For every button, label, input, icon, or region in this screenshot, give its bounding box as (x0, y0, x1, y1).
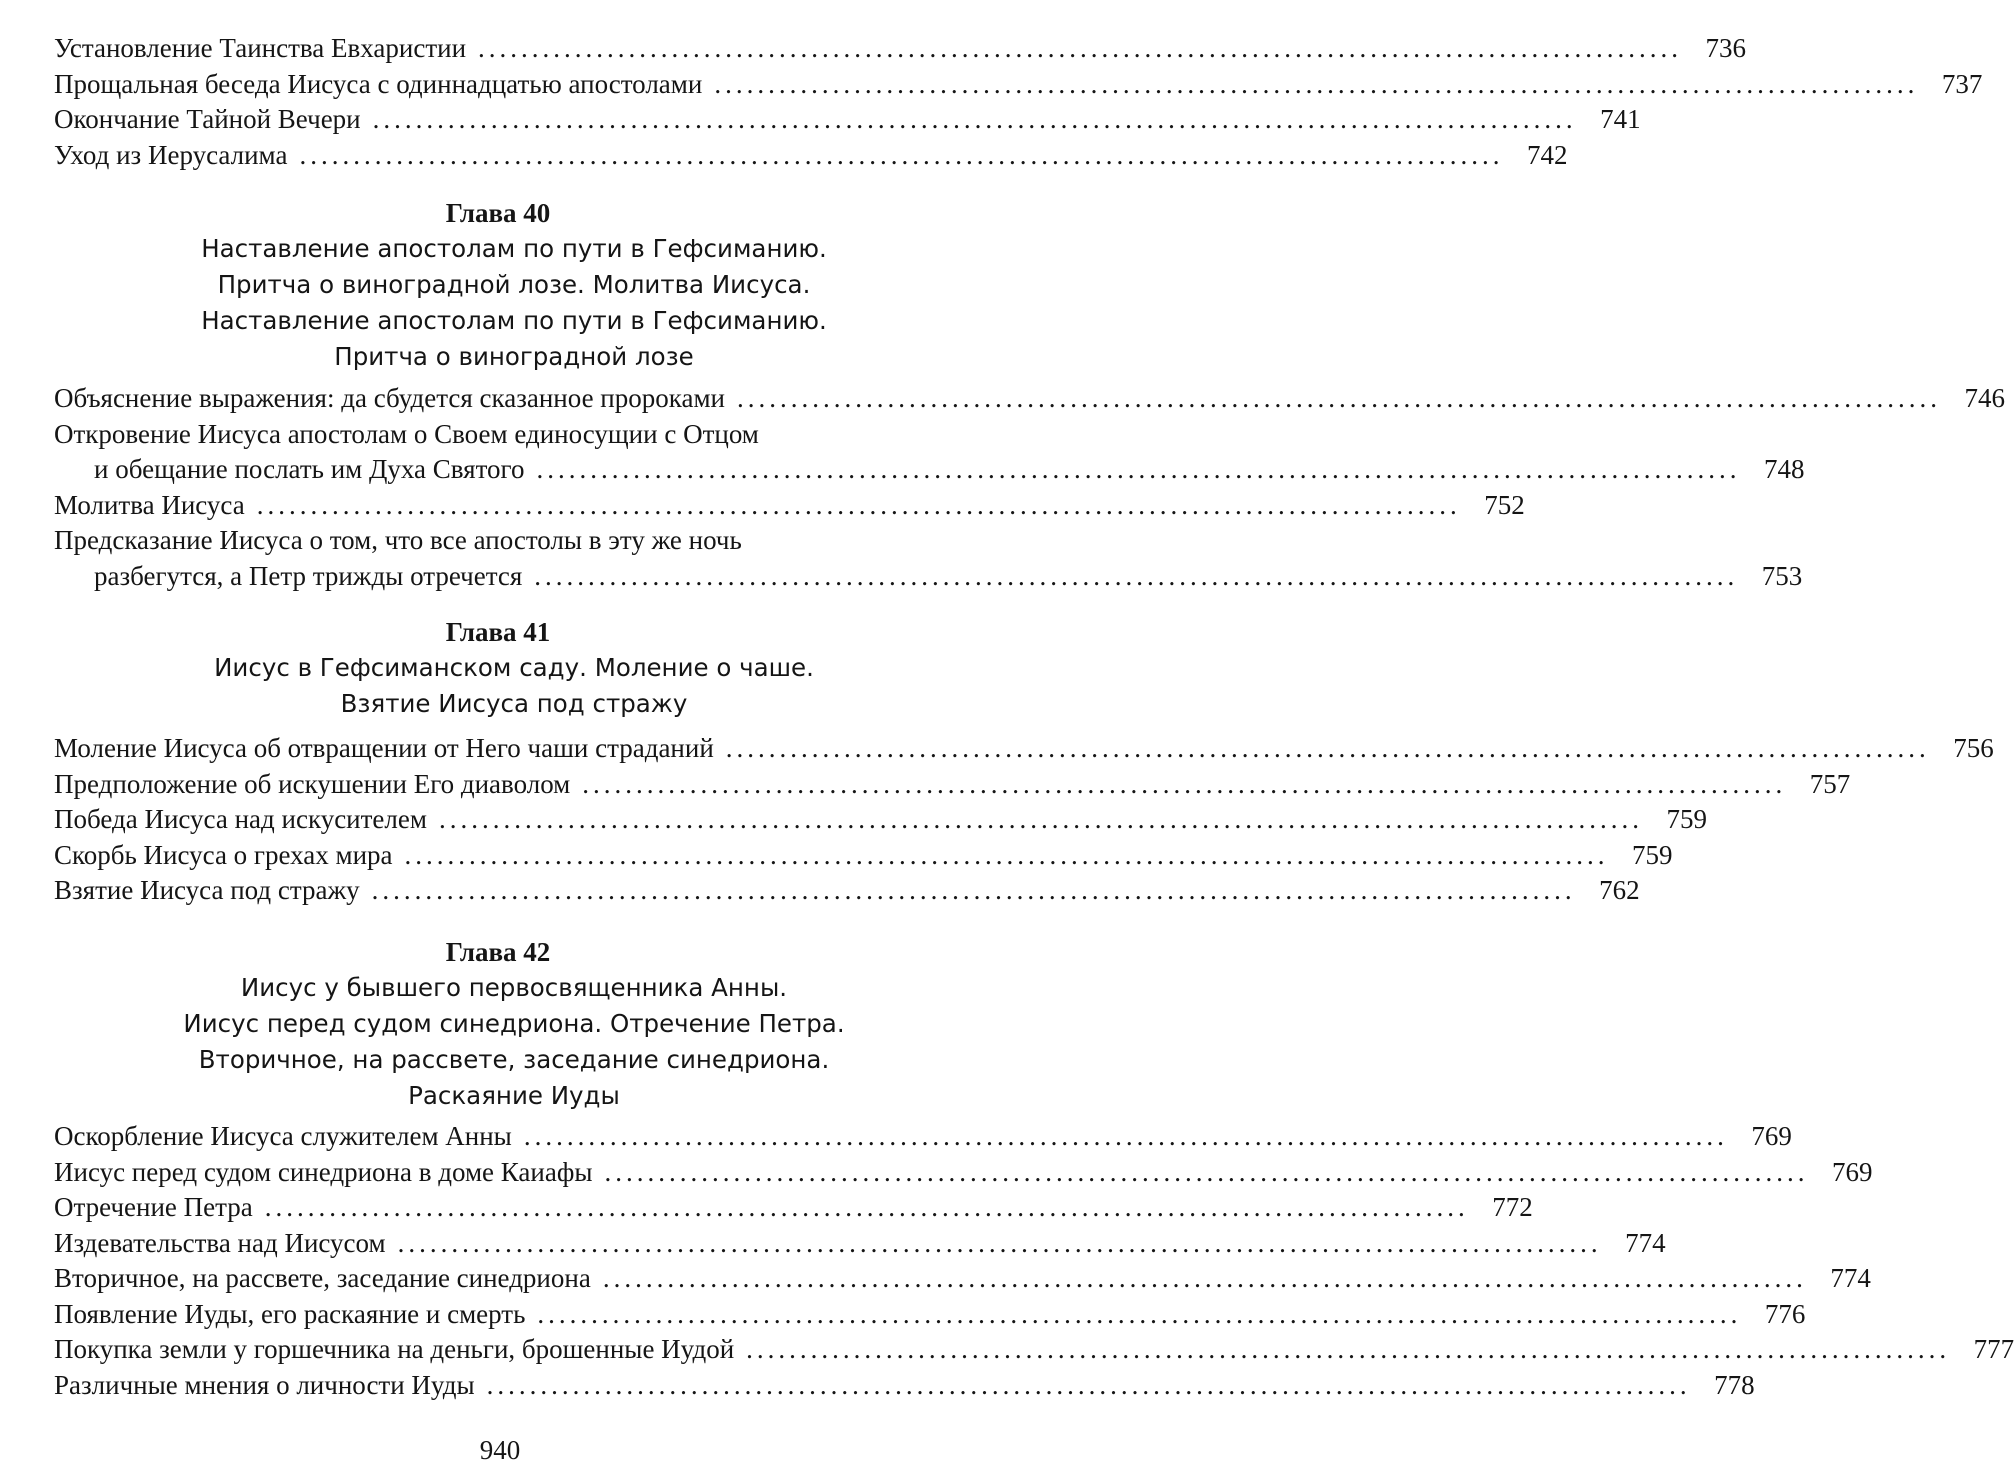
toc-leader-dots: ................................................................................................................ (602, 1263, 1807, 1293)
chapter-description-line: Раскаяние Иуды (408, 1081, 620, 1110)
toc-entry-title: Иисус перед судом синедриона в доме Каиафы (54, 1156, 593, 1187)
chapter-description (14, 231, 1014, 375)
toc-leader-dots: ................................................................................................................ (604, 1156, 1809, 1187)
toc-entry-title: Молитва Иисуса (54, 489, 245, 520)
toc-entry[interactable] (54, 138, 1568, 174)
toc-entry-page: 777 (1973, 1334, 2014, 1364)
chapter-description-line: Наставление апостолам по пути в Гефсиманию. (201, 306, 827, 335)
toc-entry-continuation (54, 452, 1805, 488)
chapter-description (14, 650, 1014, 722)
toc-entry-title: Установление Таинства Евхаристии (54, 33, 467, 63)
toc-entry[interactable] (54, 1226, 1666, 1262)
toc-leader-dots: ................................................................................................................ (372, 104, 1577, 134)
toc-entry-title: Окончание Тайной Вечери (54, 104, 361, 134)
toc-leader-dots: ................................................................................................................ (438, 804, 1643, 834)
toc-leader-dots: ................................................................................................................ (371, 875, 1576, 905)
toc-leader-dots: ................................................................................................................ (725, 733, 1930, 763)
toc-entry-title: Издевательства над Иисусом (54, 1227, 386, 1258)
toc-leader-dots: ................................................................................................................ (523, 1121, 1728, 1151)
toc-entry[interactable] (54, 767, 1851, 803)
toc-entry-title: Откровение Иисуса апостолам о Своем единосущии с Отцом (54, 418, 759, 449)
toc-entry-page: 778 (1714, 1369, 1755, 1400)
toc-entry-page: 757 (1809, 768, 1851, 799)
toc-entry[interactable] (54, 1119, 1792, 1155)
chapter-description-line: Притча о виноградной лозе (334, 342, 694, 371)
toc-entry[interactable] (54, 102, 1641, 138)
toc-entry[interactable] (54, 381, 2005, 417)
toc-entry-page: 772 (1492, 1192, 1533, 1222)
toc-section-chapter-42 (0, 1119, 2014, 1403)
toc-entry-title-continued: и обещание послать им Духа Святого (94, 454, 525, 484)
toc-leader-dots: ................................................................................................................ (397, 1227, 1602, 1258)
toc-entry[interactable] (54, 838, 1673, 874)
chapter-description-line: Наставление апостолам по пути в Гефсиманию. (201, 234, 827, 263)
toc-entry-title: Победа Иисуса над искусителем (54, 804, 427, 834)
toc-section-chapter-39 (0, 31, 1983, 173)
toc-entry[interactable] (54, 417, 1805, 488)
toc-entry-title: Скорбь Иисуса о грехах мира (54, 839, 393, 870)
toc-entry[interactable] (54, 1297, 1806, 1333)
toc-entry-page: 736 (1705, 33, 1747, 63)
toc-entry-title: Взятие Иисуса под стражу (54, 875, 360, 905)
toc-leader-dots: ................................................................................................................ (404, 839, 1609, 870)
toc-entry-page: 759 (1632, 839, 1673, 870)
toc-entry-continuation (54, 559, 1803, 595)
toc-entry[interactable] (54, 802, 1707, 838)
toc-entry-title: Прощальная беседа Иисуса с одиннадцатью апостолами (54, 68, 703, 99)
toc-entry-page: 774 (1625, 1227, 1666, 1258)
toc-leader-dots: ................................................................................................................ (478, 33, 1683, 63)
toc-entry-title: Предположение об искушении Его диаволом (54, 768, 571, 799)
toc-entry-title: Появление Иуды, его раскаяние и смерть (54, 1298, 526, 1329)
toc-entry-title: Оскорбление Иисуса служителем Анны (54, 1121, 512, 1151)
chapter-title[interactable]: Глава 41 (445, 617, 551, 647)
toc-entry-page: 769 (1751, 1121, 1792, 1151)
chapter-description-line: Иисус у бывшего первосвященника Анны. (240, 973, 788, 1002)
chapter-title[interactable]: Глава 42 (445, 937, 551, 967)
chapter-description-line: Взятие Иисуса под стражу (340, 689, 688, 718)
toc-entry[interactable] (54, 1368, 1755, 1404)
toc-leader-dots: ................................................................................................................ (256, 489, 1461, 520)
toc-entry-title: Отречение Петра (54, 1192, 253, 1222)
toc-entry-title: Различные мнения о личности Иуды (54, 1369, 475, 1400)
toc-entry[interactable] (54, 1190, 1533, 1226)
toc-section-chapter-41 (0, 731, 1994, 909)
toc-entry-page: 748 (1763, 454, 1805, 484)
toc-entry-page: 737 (1941, 68, 1983, 99)
toc-leader-dots: ................................................................................................................ (534, 560, 1739, 591)
toc-leader-dots: ................................................................................................................ (537, 1298, 1742, 1329)
toc-entry-page: 742 (1526, 139, 1568, 170)
toc-entry-page: 752 (1484, 489, 1525, 520)
toc-entry[interactable] (54, 31, 1747, 67)
chapter-description-line: Вторичное, на рассвете, заседание синедриона. (198, 1045, 830, 1074)
toc-leader-dots: ................................................................................................................ (536, 454, 1741, 484)
toc-leader-dots: ................................................................................................................ (736, 383, 1941, 413)
toc-entry[interactable] (54, 488, 1525, 524)
toc-leader-dots: ................................................................................................................ (582, 768, 1787, 799)
chapter-description-line: Иисус в Гефсиманском саду. Моление о чаше. (214, 653, 814, 682)
toc-entry-title: Покупка земли у горшечника на деньги, брошенные Иудой (54, 1334, 735, 1364)
toc-leader-dots: ................................................................................................................ (264, 1192, 1469, 1222)
chapter-description (14, 970, 1014, 1114)
toc-entry-page: 774 (1830, 1263, 1871, 1293)
toc-leader-dots: ................................................................................................................ (486, 1369, 1691, 1400)
toc-entry-title-continued: разбегутся, а Петр трижды отречется (94, 560, 523, 591)
toc-entry[interactable] (54, 873, 1640, 909)
toc-entry-page: 741 (1600, 104, 1641, 134)
page-number: 940 (479, 1435, 521, 1465)
toc-leader-dots: ................................................................................................................ (299, 139, 1504, 170)
toc-entry-title: Объяснение выражения: да сбудется сказанное пророками (54, 383, 725, 413)
toc-section-chapter-40 (0, 381, 2005, 594)
chapter-41-header (0, 614, 1014, 722)
toc-entry-page: 769 (1831, 1156, 1873, 1187)
chapter-description-line: Иисус перед судом синедриона. Отречение Петра. (183, 1009, 845, 1038)
toc-entry-title: Предсказание Иисуса о том, что все апостолы в эту же ночь (54, 525, 742, 555)
toc-entry-title: Вторичное, на рассвете, заседание синедриона (54, 1263, 591, 1293)
toc-entry[interactable] (54, 1332, 2014, 1368)
chapter-title[interactable]: Глава 40 (445, 198, 551, 228)
toc-entry-title: Уход из Иерусалима (54, 139, 288, 170)
chapter-42-header (0, 934, 1014, 1114)
toc-leader-dots: ................................................................................................................ (714, 68, 1919, 99)
chapter-description-line: Притча о виноградной лозе. Молитва Иисуса. (217, 270, 811, 299)
toc-entry-page: 762 (1599, 875, 1640, 905)
toc-entry-title: Моление Иисуса об отвращении от Него чаши страданий (54, 733, 714, 763)
toc-entry[interactable] (54, 1155, 1873, 1191)
toc-entry-page: 746 (1964, 383, 2005, 413)
toc-entry-page: 759 (1666, 804, 1707, 834)
toc-entry[interactable] (54, 523, 1803, 594)
toc-leader-dots: ................................................................................................................ (746, 1334, 1951, 1364)
toc-entry[interactable] (54, 731, 1994, 767)
toc-entry-page: 753 (1761, 560, 1803, 591)
toc-entry-page: 756 (1953, 733, 1994, 763)
toc-entry-page: 776 (1764, 1298, 1806, 1329)
chapter-40-header (0, 195, 1014, 375)
toc-entry[interactable] (54, 67, 1983, 103)
toc-entry[interactable] (54, 1261, 1871, 1297)
